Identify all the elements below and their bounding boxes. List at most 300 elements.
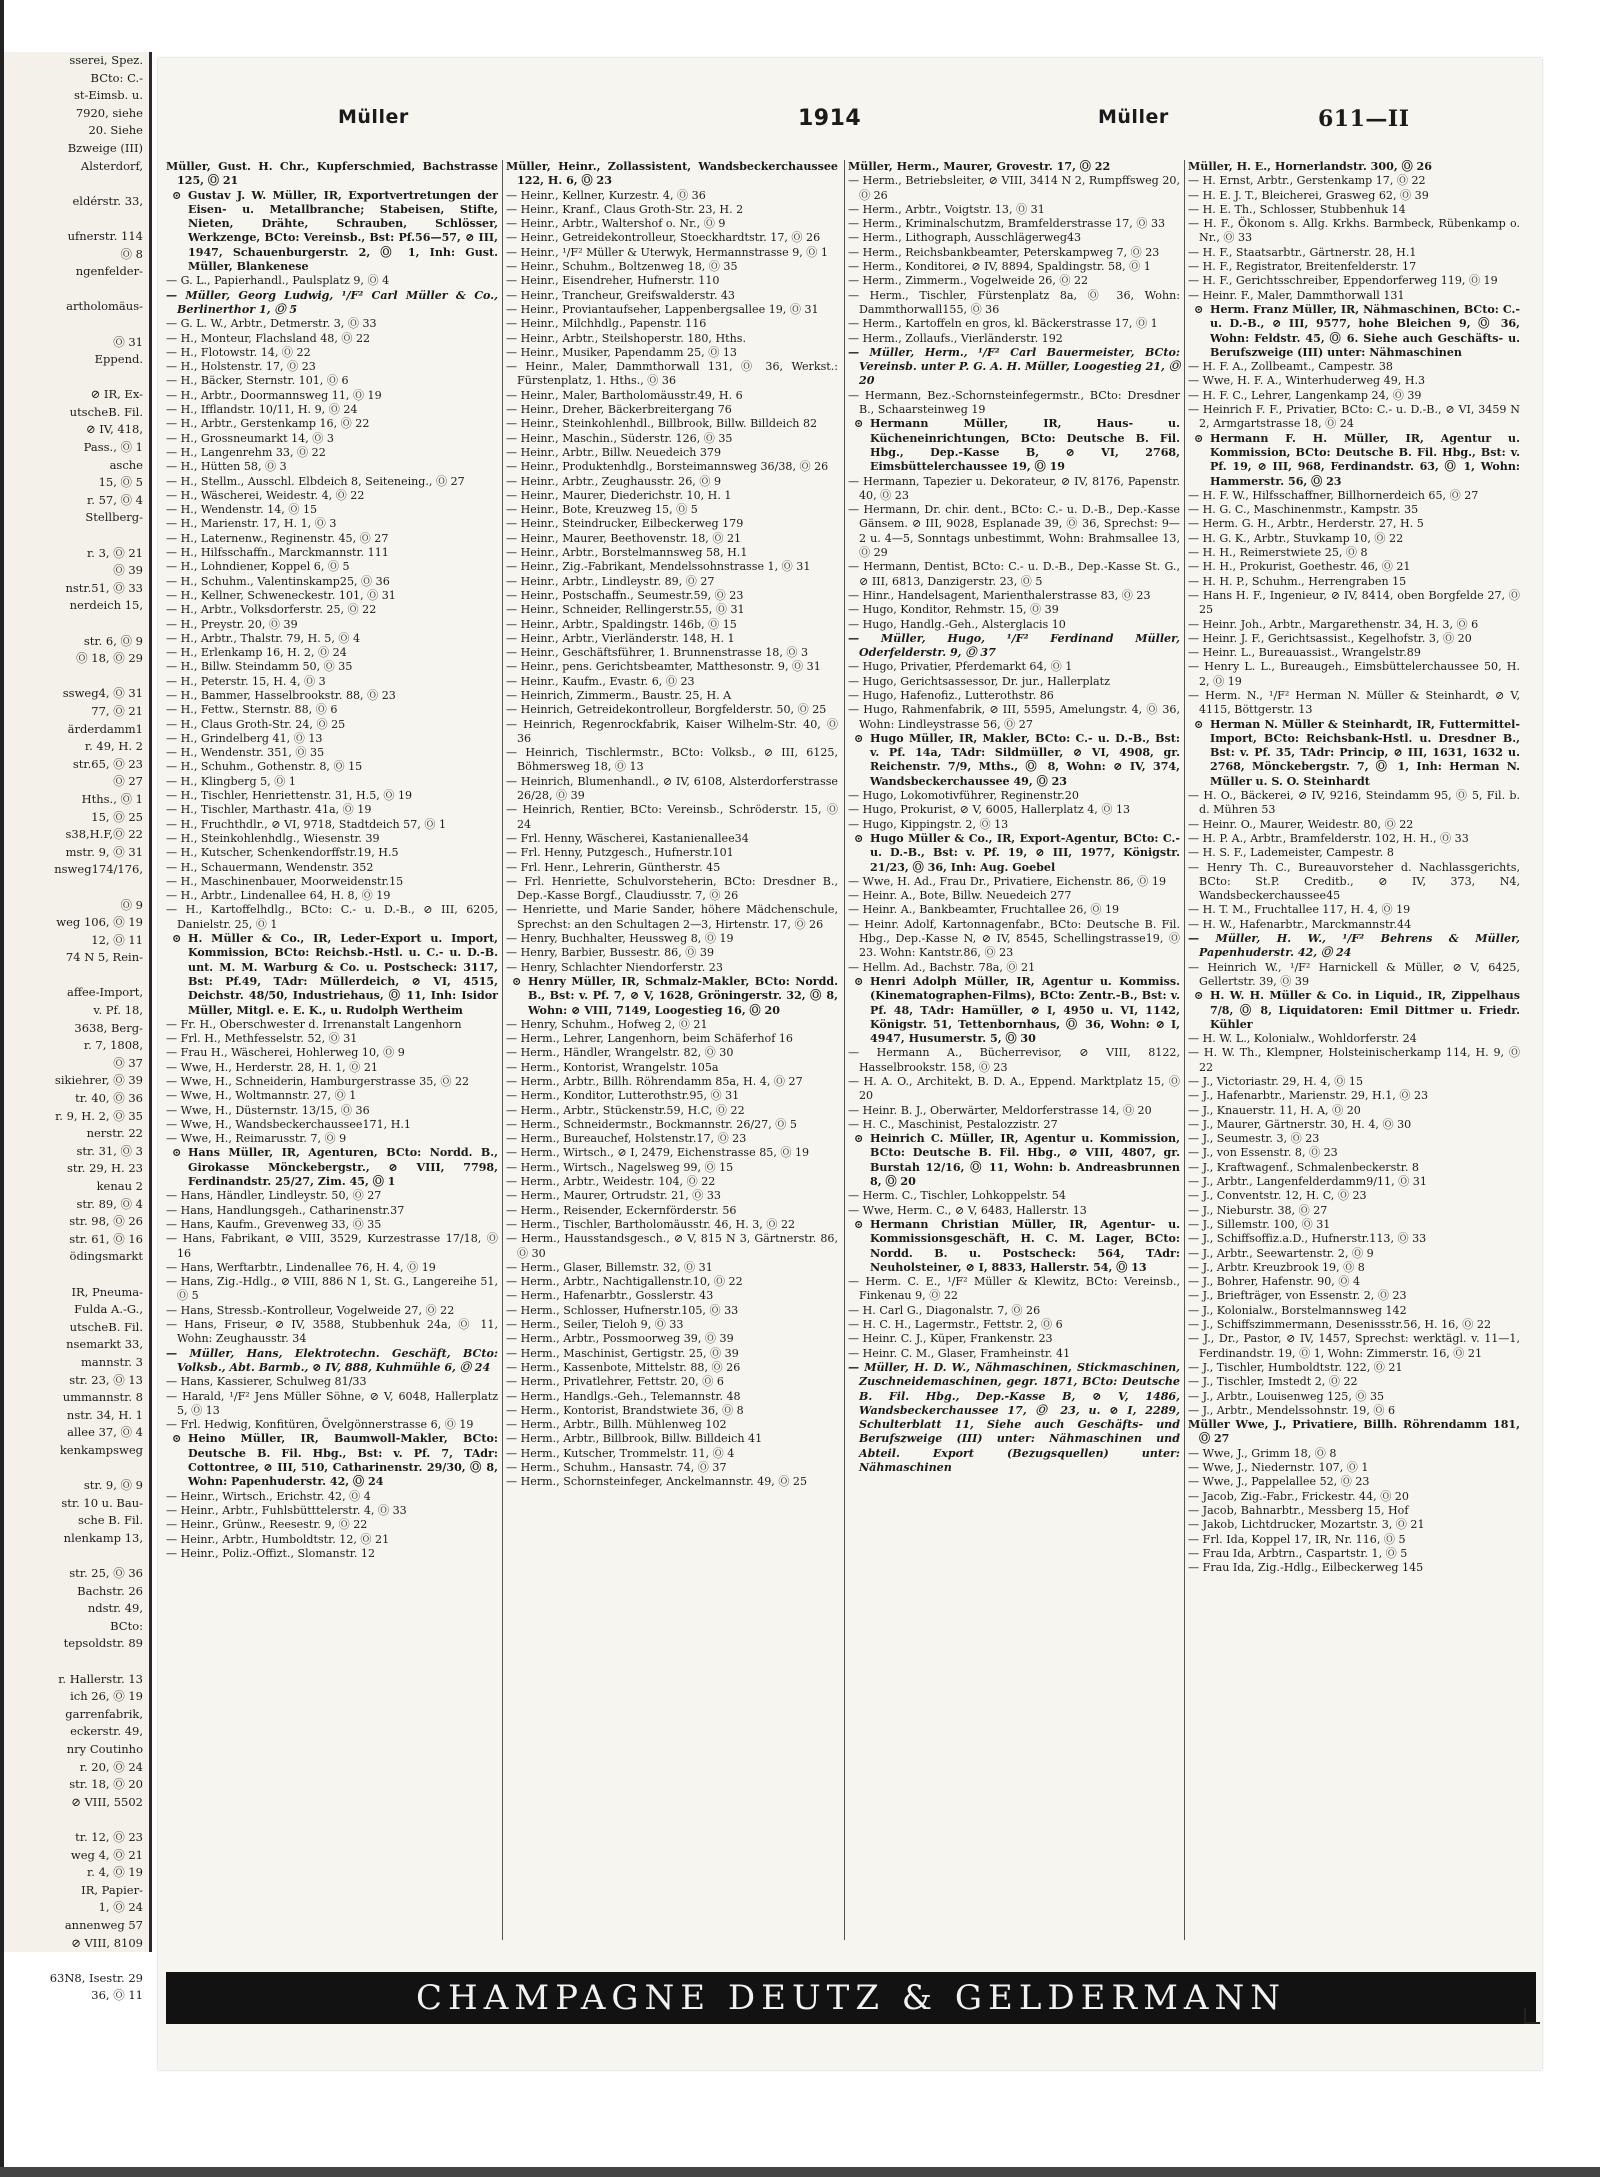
directory-entry <box>848 1118 1180 1132</box>
directory-entry-text: Müller, Heinr., Zollassistent, Wandsbeckerchaussee 122, H. 6, Ⓞ 23 <box>506 160 838 188</box>
page-number: 611—II <box>1318 106 1410 132</box>
directory-entry-text: — H. F. W., Hilfsschaffner, Billhornerdeich 65, Ⓞ 27 <box>1188 488 1479 502</box>
directory-entry-text: — Heinr., Eisendreher, Hufnerstr. 110 <box>506 274 720 288</box>
directory-entry-text: — H., Kutscher, Schenkendorffstr.19, H.5 <box>166 846 399 860</box>
directory-entry <box>506 1390 838 1404</box>
directory-entry-text: — Müller, Georg Ludwig, ¹/F² Carl Müller & Co., Berlinerthor 1, Ⓞ 5 <box>166 288 498 316</box>
directory-entry-text: — Müller, H. W., ¹/F² Behrens & Müller, Papenhuderstr. 42, Ⓞ 24 <box>1188 932 1520 960</box>
directory-entry-text: — H., Schauermann, Wendenstr. 352 <box>166 860 374 874</box>
directory-entry <box>506 432 838 446</box>
directory-entry <box>506 1318 838 1332</box>
directory-entry <box>506 1089 838 1103</box>
facing-page-line: garrenfabrik, <box>65 1706 143 1721</box>
directory-entry-text: — H., Hilfsschaffn., Marckmannstr. 111 <box>166 546 389 560</box>
facing-page-line: str. 9, Ⓞ 9 <box>83 1478 143 1493</box>
facing-page-line: tepsoldstr. 89 <box>63 1636 143 1651</box>
directory-entry <box>1188 589 1520 618</box>
directory-entry-text: — J., Kolonialw., Borstelmannsweg 142 <box>1188 1303 1407 1317</box>
directory-entry <box>506 603 838 617</box>
directory-entry <box>848 675 1180 689</box>
directory-entry-text: — Frl. Ida, Koppel 17, IR, Nr. 116, Ⓞ 5 <box>1188 1532 1406 1546</box>
facing-page-line <box>4 1266 143 1284</box>
directory-entry-text: — H. P. A., Arbtr., Bramfelderstr. 102, H. H., Ⓞ 33 <box>1188 831 1469 845</box>
directory-entry <box>1188 575 1520 589</box>
directory-entry <box>506 589 838 603</box>
directory-entry <box>1188 789 1520 818</box>
directory-column-3 <box>848 160 1180 1945</box>
directory-entry-text: — H., Klingberg 5, Ⓞ 1 <box>166 774 296 788</box>
directory-entry <box>848 1275 1180 1304</box>
column-divider <box>844 160 845 1940</box>
directory-entry-text: — Herm., Arbtr., Voigtstr. 13, Ⓞ 31 <box>848 202 1045 216</box>
directory-entry-text: Müller, Herm., Maurer, Grovestr. 17, Ⓞ 22 <box>848 160 1111 173</box>
directory-entry <box>848 174 1180 203</box>
directory-entry-text: Henry Müller, IR, Schmalz-Makler, BCto: Nordd. B., Bst: v. Pf. 7, ⊘ V, 1628, Gröningerstr. 32, Ⓞ 8, Wohn: ⊘ VIII, 7149, Loogestieg 16, Ⓞ 20 <box>528 974 838 1017</box>
directory-entry <box>848 346 1180 389</box>
directory-entry <box>166 1275 498 1304</box>
directory-entry-text: — H., Claus Groth-Str. 24, Ⓞ 25 <box>166 717 346 731</box>
directory-entry <box>166 317 498 331</box>
directory-entry <box>848 1204 1180 1218</box>
directory-entry-text: — J., Arbtr., Louisenweg 125, Ⓞ 35 <box>1188 1389 1385 1403</box>
directory-entry-text: — Harald, ¹/F² Jens Müller Söhne, ⊘ V, 6048, Hallerplatz 5, Ⓞ 13 <box>166 1389 498 1417</box>
directory-entry <box>506 618 838 632</box>
directory-entry-text: — Herm., Schuhm., Hansastr. 74, Ⓞ 37 <box>506 1461 727 1475</box>
facing-page-line: Bzweige (III) <box>67 140 143 155</box>
directory-entry-text: — H., Arbtr., Gerstenkamp 16, Ⓞ 22 <box>166 417 370 431</box>
directory-entry-text: — Herm., Konditor, Lutterothstr.95, Ⓞ 31 <box>506 1089 740 1103</box>
directory-entry-text: — Frau Ida, Arbtrn., Caspartstr. 1, Ⓞ 5 <box>1188 1546 1408 1560</box>
directory-entry-text: — Heinr., Schneider, Rellingerstr.55, Ⓞ 31 <box>506 603 745 617</box>
directory-entry-text: — Heinr., Postschaffn., Seumestr.59, Ⓞ 23 <box>506 588 744 602</box>
directory-entry-text: — Henry, Schuhm., Hofweg 2, Ⓞ 21 <box>506 1017 708 1031</box>
corner-crop-mark <box>1524 2008 1540 2024</box>
facing-page-line <box>4 316 143 334</box>
directory-entry <box>506 1404 838 1418</box>
facing-page-line: Ⓞ 9 <box>120 897 143 912</box>
directory-entry-text: — H., Laternenw., Reginenstr. 45, Ⓞ 27 <box>166 531 389 545</box>
directory-entry-text: — H., Monteur, Flachsland 48, Ⓞ 22 <box>166 331 371 345</box>
facing-page-line: nstr. 34, H. 1 <box>66 1407 143 1422</box>
directory-entry-text: — Herm., Glaser, Billemstr. 32, Ⓞ 31 <box>506 1260 713 1274</box>
directory-entry-text: — Herm., Kontorist, Brandstwiete 36, Ⓞ 8 <box>506 1403 744 1417</box>
directory-entry <box>166 560 498 574</box>
directory-entry <box>1188 1175 1520 1189</box>
directory-entry-text: — Heinr., Arbtr., Billw. Neuedeich 379 <box>506 445 722 459</box>
directory-entry-text: Heinrich C. Müller, IR, Agentur u. Kommission, BCto: Deutsche B. Fil. Hbg., ⊘ VIII, 4807, gr. Burstah 12/16, Ⓞ 11, Wohn: b. Andreasbrunnen 8, Ⓞ 20 <box>870 1132 1180 1189</box>
facing-page-line: ndstr. 49, <box>87 1601 143 1616</box>
directory-entry <box>166 1132 498 1146</box>
directory-entry <box>1188 846 1520 860</box>
directory-entry-text: — Hinr., Handelsagent, Marienthalerstrasse 83, Ⓞ 23 <box>848 588 1151 602</box>
directory-entry <box>166 646 498 660</box>
directory-entry <box>1188 1547 1520 1561</box>
directory-entry-text: — H., Tischler, Marthastr. 41a, Ⓞ 19 <box>166 803 372 817</box>
directory-entry <box>506 1132 838 1146</box>
directory-entry-text: — Hans, Handlungsgeh., Catharinenstr.37 <box>166 1203 405 1217</box>
directory-entry <box>506 303 838 317</box>
directory-entry-text: — Heinr. C. M., Glaser, Framheinstr. 41 <box>848 1346 1071 1360</box>
directory-entry-text: — Herm. G. H., Arbtr., Herderstr. 27, H. 5 <box>1188 517 1424 531</box>
directory-entry-text: — H. G. C., Maschinenmstr., Kampstr. 35 <box>1188 503 1419 517</box>
directory-entry <box>166 517 498 531</box>
directory-entry <box>506 446 838 460</box>
facing-page-line: r. 20, Ⓞ 24 <box>79 1759 143 1774</box>
directory-entry-text: — Herm., Lithograph, Ausschlägerweg43 <box>848 231 1082 245</box>
directory-entry-text: — Hellm. Ad., Bachstr. 78a, Ⓞ 21 <box>848 960 1036 974</box>
directory-entry-text: Hermann Müller, IR, Haus- u. Kücheneinrichtungen, BCto: Deutsche B. Fil. Hbg., Dep.-Kasse B, ⊘ VI, 2768, Eimsbüttelerchaussee 19, Ⓞ 19 <box>870 417 1180 474</box>
facing-page-line <box>4 879 143 897</box>
directory-entry <box>848 975 1180 1046</box>
directory-entry-text: — Jakob, Lichtdrucker, Mozartstr. 3, Ⓞ 21 <box>1188 1518 1425 1532</box>
directory-entry <box>1188 1161 1520 1175</box>
directory-entry <box>1188 1304 1520 1318</box>
directory-entry <box>1188 1261 1520 1275</box>
directory-entry <box>1188 1561 1520 1575</box>
directory-entry-text: — H., Holstenstr. 17, Ⓞ 23 <box>166 360 316 374</box>
directory-entry <box>166 803 498 817</box>
directory-entry-text: — Heinrich W., ¹/F² Harnickell & Müller, ⊘ V, 6425, Gellertstr. 39, Ⓞ 39 <box>1188 960 1520 988</box>
directory-entry-text: — H., Flotowstr. 14, Ⓞ 22 <box>166 345 311 359</box>
directory-entry-text: — H., Ifflandstr. 10/11, H. 9, Ⓞ 24 <box>166 403 358 417</box>
directory-entry <box>166 889 498 903</box>
directory-entry-text: — Müller, Herm., ¹/F² Carl Bauermeister, BCto: Vereinsb. unter P. G. A. H. Müller, Loogestieg 21, Ⓞ 20 <box>848 345 1180 388</box>
directory-entry <box>166 875 498 889</box>
directory-entry-text: — H. O., Bäckerei, ⊘ IV, 9216, Steindamm 95, Ⓞ 5, Fil. b. d. Mühren 53 <box>1188 789 1520 817</box>
directory-entry <box>1188 274 1520 288</box>
facing-page-line: affee-Import, <box>66 985 143 1000</box>
directory-entry-text: — Heinr. F., Maler, Dammthorwall 131 <box>1188 288 1405 302</box>
directory-entry <box>506 503 838 517</box>
directory-entry-text: — Hermann A., Bücherrevisor, ⊘ VIII, 8122, Hasselbrookstr. 158, Ⓞ 23 <box>848 1046 1180 1074</box>
directory-entry-text: Herman N. Müller & Steinhardt, IR, Futtermittel-Import, BCto: Reichsbank-Hstl. u. Dresdner B., Bst: v. Pf. 35, TAdr: Princip, ⊘ III, 1631, 1632 u. 2768, Mönckebergstr. 7, Ⓞ 1, Inh: Herman N. Müller u. S. O. Steinhardt <box>1210 717 1520 788</box>
directory-entry <box>506 217 838 231</box>
directory-entry-text: — Hugo, Prokurist, ⊘ V, 6005, Hallerplatz 4, Ⓞ 13 <box>848 803 1131 817</box>
directory-entry <box>166 1018 498 1032</box>
directory-entry <box>848 603 1180 617</box>
directory-entry-text: — Frl. Henny, Wäscherei, Kastanienallee34 <box>506 831 749 845</box>
directory-entry-text: — H., Peterstr. 15, H. 4, Ⓞ 3 <box>166 674 326 688</box>
directory-entry <box>506 403 838 417</box>
facing-page-line: allee 37, Ⓞ 4 <box>67 1425 143 1440</box>
directory-entry <box>166 489 498 503</box>
directory-entry-text: — Herm. N., ¹/F² Herman N. Müller & Steinhardt, ⊘ V, 4115, Böttgerstr. 13 <box>1188 688 1520 717</box>
directory-entry-text: — Herm., Kriminalschutzm, Bramfelderstrasse 17, Ⓞ 33 <box>848 217 1166 231</box>
running-head-left: Müller <box>338 106 409 128</box>
directory-entry <box>166 1432 498 1489</box>
directory-entry <box>166 1347 498 1376</box>
directory-entry-text: — H., Kartoffelhdlg., BCto: C.- u. D.-B., ⊘ III, 6205, Danielstr. 25, Ⓞ 1 <box>166 903 498 931</box>
facing-page-line: ⊘ IV, 418, <box>85 422 143 437</box>
facing-page-line: sche B. Fil. <box>78 1513 143 1528</box>
directory-entry-text: — Herm., Schneidermstr., Bockmannstr. 26/27, Ⓞ 5 <box>506 1117 797 1131</box>
directory-entry-text: — Herm., Maurer, Ortrudstr. 21, Ⓞ 33 <box>506 1189 721 1203</box>
directory-entry-text: — H., Grossneumarkt 14, Ⓞ 3 <box>166 431 334 445</box>
directory-entry-text: — Hugo, Gerichtsassessor, Dr. jur., Hallerplatz <box>848 674 1110 688</box>
directory-entry-text: — H., Stellm., Ausschl. Elbdeich 8, Seiteneing., Ⓞ 27 <box>166 474 465 488</box>
directory-entry <box>848 832 1180 875</box>
directory-entry <box>1188 1204 1520 1218</box>
directory-entry-text: — Hans H. F., Ingenieur, ⊘ IV, 8414, oben Borgfelde 27, Ⓞ 25 <box>1188 588 1520 617</box>
directory-entry <box>506 575 838 589</box>
directory-entry <box>166 289 498 318</box>
directory-entry-text: — Heinr., Arbtr., Steilshoperstr. 180, Hths. <box>506 331 746 345</box>
directory-entry-text: — Fr. H., Oberschwester d. Irrenanstalt Langenhorn <box>166 1017 462 1031</box>
directory-entry-text: — J., Kraftwagenf., Schmalenbeckerstr. 8 <box>1188 1160 1419 1174</box>
facing-page-line: mannstr. 3 <box>81 1354 143 1369</box>
directory-entry <box>166 1046 498 1060</box>
directory-entry-text: — Wwe, J., Pappelallee 52, Ⓞ 23 <box>1188 1475 1370 1489</box>
directory-entry <box>166 389 498 403</box>
directory-entry <box>166 1061 498 1075</box>
directory-column-2 <box>506 160 838 1945</box>
directory-entry <box>506 660 838 674</box>
directory-entry <box>166 274 498 288</box>
directory-entry <box>166 632 498 646</box>
directory-entry <box>166 1547 498 1561</box>
facing-page-line: weg 4, Ⓞ 21 <box>70 1847 143 1862</box>
directory-entry-text: — Herm., Schornsteinfeger, Anckelmannstr. 49, Ⓞ 25 <box>506 1475 808 1489</box>
directory-entry-text: — Herm., Arbtr., Possmoorweg 39, Ⓞ 39 <box>506 1332 734 1346</box>
directory-entry-text: Herm. Franz Müller, IR, Nähmaschinen, BCto: C.- u. D.-B., ⊘ III, 9577, hohe Bleichen 9, Ⓞ 36, Wohn: Feldstr. 45, Ⓞ 6. Siehe auch Geschäfts- u. Berufszweige (III) unter: Nähmaschinen <box>1210 302 1520 359</box>
directory-entry-text: Hugo Müller & Co., IR, Export-Agentur, BCto: C.- u. D.-B., Bst: v. Pf. 19, ⊘ III, 1977, Königstr. 21/23, Ⓞ 36, Inh: Aug. Goebel <box>870 831 1180 874</box>
directory-entry-text: — H. S. F., Lademeister, Campestr. 8 <box>1188 846 1394 860</box>
directory-entry-text: — Heinr., Arbtr., Zeughausstr. 26, Ⓞ 9 <box>506 474 722 488</box>
facing-page-line: 36, Ⓞ 11 <box>91 1988 143 2003</box>
directory-entry-text: — Herm., Arbtr., Stückenstr.59, H.C, Ⓞ 22 <box>506 1103 745 1117</box>
directory-entry <box>166 1075 498 1089</box>
directory-entry <box>506 332 838 346</box>
directory-entry-text: — J., Tischler, Imstedt 2, Ⓞ 22 <box>1188 1375 1358 1389</box>
directory-entry-text: — H. F., Registrator, Breitenfelderstr. 17 <box>1188 260 1417 274</box>
facing-page-line: 15, Ⓞ 5 <box>98 475 143 490</box>
directory-entry-text: — Heinr., Steindrucker, Eilbeckerweg 179 <box>506 517 744 531</box>
directory-entry-text: — Heinr., Arbtr., Humboldtstr. 12, Ⓞ 21 <box>166 1532 390 1546</box>
directory-entry <box>506 1261 838 1275</box>
directory-entry-text: — Heinr., Getreidekontrolleur, Stoeckhardtstr. 17, Ⓞ 26 <box>506 231 821 245</box>
directory-entry-text: — H., Fruchthdlr., ⊘ VI, 9718, Stadtdeich 57, Ⓞ 1 <box>166 817 447 831</box>
directory-entry <box>166 861 498 875</box>
facing-page-line: Fulda A.-G., <box>74 1302 143 1317</box>
directory-entry <box>506 746 838 775</box>
directory-entry-text: — Herm., Reichsbankbeamter, Peterskampweg 7, Ⓞ 23 <box>848 245 1160 259</box>
column-divider <box>502 160 503 1940</box>
facing-page-line <box>4 527 143 545</box>
directory-entry <box>506 1375 838 1389</box>
page-header <box>158 106 1542 142</box>
directory-entry <box>506 632 838 646</box>
directory-entry <box>1188 1118 1520 1132</box>
directory-entry <box>1188 1146 1520 1160</box>
directory-entry <box>506 846 838 860</box>
directory-entry-text: — Heinr., Arbtr., Waltershof o. Nr., Ⓞ 9 <box>506 217 726 231</box>
directory-entry-text: — H., Erlenkamp 16, H. 2, Ⓞ 24 <box>166 646 347 660</box>
directory-entry-text: — Jacob, Zig.-Fabr., Frickestr. 44, Ⓞ 20 <box>1188 1489 1409 1503</box>
directory-entry-text: — Heinr., Poliz.-Offizt., Slomanstr. 12 <box>166 1546 376 1560</box>
directory-entry <box>166 818 498 832</box>
directory-entry-text: Müller, Gust. H. Chr., Kupferschmied, Bachstrasse 125, Ⓞ 21 <box>166 160 498 188</box>
advertisement-banner: CHAMPAGNE DEUTZ & GELDERMANN <box>166 1972 1536 2024</box>
directory-entry-text: — J., Knauerstr. 11, H. A, Ⓞ 20 <box>1188 1103 1361 1117</box>
facing-page-line: ich 26, Ⓞ 19 <box>70 1689 143 1704</box>
directory-entry <box>506 1032 838 1046</box>
directory-entry-text: — H. F. A., Zollbeamt., Campestr. 38 <box>1188 360 1393 374</box>
directory-entry-text: — Heinr., Zig.-Fabrikant, Mendelssohnstrasse 1, Ⓞ 31 <box>506 560 811 574</box>
directory-entry <box>506 1061 838 1075</box>
directory-entry-text: — Heinr., Dreher, Bäckerbreitergang 76 <box>506 403 732 417</box>
directory-entry <box>848 1218 1180 1275</box>
facing-page-line: ⊘ IR, Ex- <box>90 387 143 402</box>
directory-entry <box>1188 1046 1520 1075</box>
facing-page-line: r. 9, H. 2, Ⓞ 35 <box>55 1108 143 1123</box>
directory-entry <box>848 1361 1180 1475</box>
directory-entry <box>1188 903 1520 917</box>
directory-entry <box>506 1447 838 1461</box>
directory-entry-text: — Herm., Wirtsch., ⊘ I, 2479, Eichenstrasse 85, Ⓞ 19 <box>506 1146 810 1160</box>
directory-entry-text: — Hans, Kaufm., Grevenweg 33, Ⓞ 35 <box>166 1217 382 1231</box>
directory-entry-text: — Herm., Reisender, Eckernförderstr. 56 <box>506 1203 737 1217</box>
directory-entry-text: — Heinr., Grünw., Reesestr. 9, Ⓞ 22 <box>166 1518 368 1532</box>
directory-entry <box>1188 1490 1520 1504</box>
directory-entry <box>506 646 838 660</box>
directory-entry <box>166 360 498 374</box>
directory-entry <box>1188 403 1520 432</box>
directory-entry <box>1188 546 1520 560</box>
directory-entry <box>166 1032 498 1046</box>
directory-entry-text: — J., Arbtr. Kreuzbrook 19, Ⓞ 8 <box>1188 1260 1365 1274</box>
directory-entry-text: — Wwe, Herm. C., ⊘ V, 6483, Hallerstr. 13 <box>848 1203 1087 1217</box>
directory-entry <box>1188 1332 1520 1361</box>
directory-entry-text: — Hans, Kassierer, Schulweg 81/33 <box>166 1375 367 1389</box>
directory-entry <box>166 1518 498 1532</box>
directory-entry <box>1188 217 1520 246</box>
directory-entry <box>848 632 1180 661</box>
directory-entry-text: H. Müller & Co., IR, Leder-Export u. Import, Kommission, BCto: Reichsb.-Hstl. u. C.- u. D.-B. unt. M. M. Warburg & Co. u. Postscheck: 3117, Bst: Pf.49, TAdr: Müllerdeich, ⊘ VI, 4515, Deichstr. 48/50, Industriehaus, Ⓞ 11, Inh: Isidor Müller, Mitgl. e. E. K., u. Rudolph Wertheim <box>188 932 498 1017</box>
directory-entry <box>848 317 1180 331</box>
directory-entry <box>848 246 1180 260</box>
directory-entry-text: — H. E. J. T., Bleicherei, Grasweg 62, Ⓞ 39 <box>1188 188 1429 202</box>
facing-page-line: BCto: C.- <box>90 70 143 85</box>
directory-entry <box>506 274 838 288</box>
directory-entry <box>506 803 838 832</box>
facing-page-line: str. 10 u. Bau- <box>61 1495 143 1510</box>
directory-entry-text: — Heinr. J. F., Gerichtsassist., Kegelhofstr. 3, Ⓞ 20 <box>1188 631 1472 645</box>
facing-page-line: 15, Ⓞ 25 <box>91 809 143 824</box>
facing-page-line: utscheB. Fil. <box>69 404 143 419</box>
facing-page-line: weg 106, Ⓞ 19 <box>56 915 143 930</box>
directory-entry-text: Hans Müller, IR, Agenturen, BCto: Nordd. B., Girokasse Mönckebergstr., ⊘ VIII, 7798, Ferdinandstr. 25/27, Zim. 45, Ⓞ 1 <box>188 1146 498 1189</box>
facing-page-line: str. 18, Ⓞ 20 <box>69 1777 143 1792</box>
directory-entry <box>166 346 498 360</box>
directory-entry-text: — Hans, Händler, Lindleystr. 50, Ⓞ 27 <box>166 1189 382 1203</box>
facing-page-line: nerstr. 22 <box>86 1126 143 1141</box>
directory-entry-text: — H., Steinkohlenhdlg., Wiesenstr. 39 <box>166 831 380 845</box>
facing-page-line: nsemarkt 33, <box>66 1337 143 1352</box>
directory-entry-text: — Henriette, und Marie Sander, höhere Mädchenschule, Sprechst: an den Schultagen 2—3, Hirtenstr. 17, Ⓞ 26 <box>506 903 838 931</box>
directory-entry <box>1188 1361 1520 1375</box>
directory-entry <box>166 160 498 189</box>
directory-entry-text: — Hermann, Dentist, BCto: C.- u. D.-B., Dep.-Kasse St. G., ⊘ III, 6813, Danzigerstr. 23, Ⓞ 5 <box>848 560 1180 588</box>
facing-page-line: ärderdamm1 <box>67 721 143 736</box>
directory-entry <box>166 746 498 760</box>
directory-entry <box>506 460 838 474</box>
directory-entry <box>166 532 498 546</box>
running-head-right: Müller <box>1098 106 1169 128</box>
facing-page-line: ufnerstr. 114 <box>67 228 143 243</box>
directory-entry-text: — Herm., Maschinist, Gertigstr. 25, Ⓞ 39 <box>506 1346 739 1360</box>
facing-page-line: r. 3, Ⓞ 21 <box>87 545 143 560</box>
directory-entry <box>848 1132 1180 1189</box>
directory-entry-text: — J., Arbtr., Seewartenstr. 2, Ⓞ 9 <box>1188 1246 1374 1260</box>
directory-entry <box>1188 1089 1520 1103</box>
directory-entry-text: — Hugo, Rahmenfabrik, ⊘ III, 5595, Amelungstr. 4, Ⓞ 36, Wohn: Lindleystrasse 56, Ⓞ 27 <box>848 703 1180 731</box>
directory-entry <box>848 260 1180 274</box>
directory-entry <box>1188 1418 1520 1447</box>
directory-entry-text: — H. G. K., Arbtr., Stuvkamp 10, Ⓞ 22 <box>1188 531 1404 545</box>
directory-entry <box>848 789 1180 803</box>
directory-entry-text: — J., Nieburstr. 38, Ⓞ 27 <box>1188 1203 1328 1217</box>
directory-entry <box>166 1504 498 1518</box>
directory-entry-text: — Herm., Arbtr., Nachtigallenstr.10, Ⓞ 22 <box>506 1275 743 1289</box>
directory-entry <box>166 1418 498 1432</box>
directory-entry <box>506 289 838 303</box>
directory-entry-text: — Herm., Tischler, Fürstenplatz 8a, Ⓞ 36, Wohn: Dammthorwall155, Ⓞ 36 <box>848 288 1180 316</box>
facing-page-line: r. 4, Ⓞ 19 <box>87 1865 143 1880</box>
directory-entry <box>506 1204 838 1218</box>
directory-entry <box>848 217 1180 231</box>
directory-entry <box>166 1390 498 1419</box>
facing-page-line: 3638, Berg- <box>74 1020 143 1035</box>
directory-entry <box>848 160 1180 174</box>
facing-page-line: ssweg4, Ⓞ 31 <box>62 686 143 701</box>
directory-entry-text: — Frl. Henriette, Schulvorsteherin, BCto: Dresdner B., Dep.-Kasse Borgf., Claudiusstr. 7, Ⓞ 26 <box>506 874 838 903</box>
directory-entry-text: — J., Victoriastr. 29, H. 4, Ⓞ 15 <box>1188 1075 1363 1088</box>
directory-entry <box>1188 1390 1520 1404</box>
directory-entry-text: — Herm., Händler, Wrangelstr. 82, Ⓞ 30 <box>506 1046 734 1060</box>
directory-entry <box>1188 360 1520 374</box>
directory-entry <box>1188 189 1520 203</box>
directory-entry <box>1188 818 1520 832</box>
directory-entry <box>848 417 1180 474</box>
directory-entry-text: — H., Lohndiener, Koppel 6, Ⓞ 5 <box>166 560 350 574</box>
directory-entry-text: Hugo Müller, IR, Makler, BCto: C.- u. D.-B., Bst: v. Pf. 14a, TAdr: Sildmüller, ⊘ VI, 4908, gr. Reichenstr. 7/9, Mths., Ⓞ 8, Wohn: ⊘ IV, 374, Wandsbeckerchaussee 49, Ⓞ 23 <box>870 731 1180 788</box>
directory-entry-text: — Müller, Hans, Elektrotechn. Geschäft, BCto: Volksb., Abt. Barmb., ⊘ IV, 888, Kuhmühle 6, Ⓞ 24 <box>166 1346 498 1374</box>
directory-entry-text: — H. Carl G., Diagonalstr. 7, Ⓞ 26 <box>848 1303 1041 1317</box>
directory-entry <box>1188 374 1520 388</box>
directory-entry-text: — Heinrich, Getreidekontrolleur, Borgfelderstr. 50, Ⓞ 25 <box>506 703 827 717</box>
facing-page-line: r. 57, Ⓞ 4 <box>87 492 143 507</box>
directory-entry-text: — Frl. Henny, Putzgesch., Hufnerstr.101 <box>506 846 734 860</box>
directory-entry-text: Hermann Christian Müller, IR, Agentur- u. Kommissionsgeschäft, H. C. M. Lager, BCto: Nordd. B. u. Postscheck: 564, TAdr: Neuholsteiner, ⊘ I, 8833, Hallerstr. 54, Ⓞ 13 <box>870 1217 1180 1274</box>
directory-entry <box>848 389 1180 418</box>
directory-entry <box>166 603 498 617</box>
directory-entry <box>1188 1318 1520 1332</box>
facing-page-line: Ⓞ 27 <box>113 774 143 789</box>
directory-entry-text: — Frl. Henr., Lehrerin, Güntherstr. 45 <box>506 860 721 874</box>
directory-entry <box>1188 532 1520 546</box>
directory-entry <box>506 1475 838 1489</box>
directory-entry <box>166 1318 498 1347</box>
directory-entry-text: — J., Arbtr., Langenfelderdamm9/11, Ⓞ 31 <box>1188 1175 1427 1189</box>
facing-page-line: Ⓞ 37 <box>113 1055 143 1070</box>
directory-entry <box>506 1118 838 1132</box>
directory-entry <box>506 546 838 560</box>
directory-column-1 <box>166 160 498 1945</box>
directory-entry-text: — Herm., Tischler, Bartholomäusstr. 46, H. 3, Ⓞ 22 <box>506 1217 796 1231</box>
facing-page-line: Ⓞ 39 <box>113 563 143 578</box>
directory-entry <box>166 932 498 1018</box>
directory-entry <box>1188 560 1520 574</box>
